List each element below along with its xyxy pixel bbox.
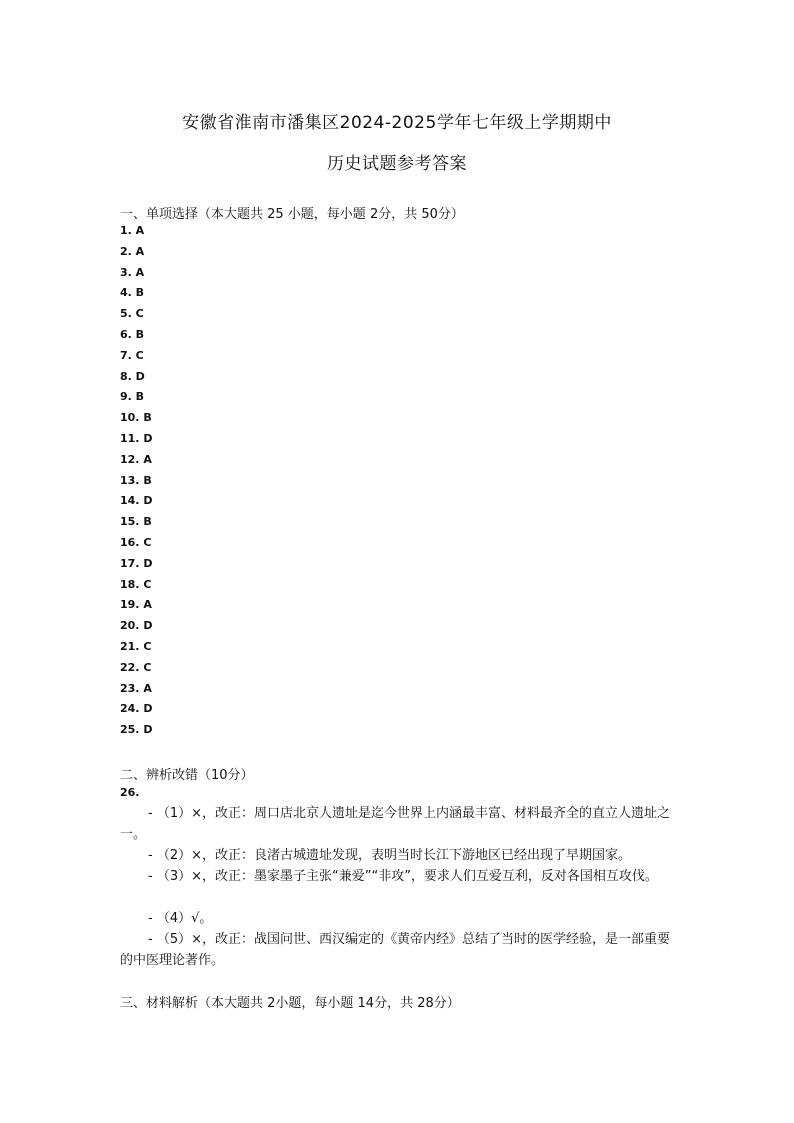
correction-item: - （5）×，改正：战国问世、西汉编定的《黄帝内经》总结了当时的医学经验，是一部重要的中医理论著作。: [120, 932, 670, 968]
answer-item: 14. D: [120, 494, 153, 508]
answer-item: 8. D: [120, 369, 145, 383]
answer-item: 11. D: [120, 431, 153, 445]
answer-item: 13. B: [120, 473, 152, 487]
correction-item: - （1）×，改正：周口店北京人遗址是迄今世界上内涵最丰富、材料最齐全的直立人遗址之一。: [120, 806, 670, 842]
answer-item: 4. B: [120, 286, 145, 300]
answer-item: 25. D: [120, 723, 153, 737]
answer-item: 24. D: [120, 702, 153, 716]
answer-item: 17. D: [120, 556, 153, 570]
answer-item: 2. A: [120, 244, 145, 258]
answer-item: 10. B: [120, 411, 152, 425]
correction-item: - （2）×，改正：良渚古城遗址发现，表明当时长江下游地区已经出现了早期国家。: [148, 848, 631, 863]
answer-item: 7. C: [120, 348, 144, 362]
document-subtitle: 历史试题参考答案: [327, 154, 467, 174]
answer-item: 5. C: [120, 307, 144, 321]
answer-item: 22. C: [120, 660, 152, 674]
answer-item: 21. C: [120, 639, 152, 653]
document-title: 安徽省淮南市潘集区2024-2025学年七年级上学期期中: [182, 113, 612, 133]
section-heading-correction: 二、辨析改错（10分）: [120, 768, 254, 783]
correction-item: - （3）×，改正：墨家墨子主张“兼爱”“非攻”，要求人们互爱互利，反对各国相互攻伐。: [148, 869, 658, 884]
answer-item: 15. B: [120, 515, 152, 529]
answer-item: 23. A: [120, 681, 152, 695]
answer-item: 18. C: [120, 577, 152, 591]
answer-item: 6. B: [120, 327, 145, 341]
answer-item: 1. A: [120, 224, 145, 237]
answer-item: 3. A: [120, 265, 145, 279]
answer-item: 19. A: [120, 598, 152, 612]
correction-item: - （4）√。: [148, 911, 213, 926]
section-heading-multiple-choice: 一、单项选择（本大题共 25 小题，每小题 2分，共 50分）: [120, 207, 464, 222]
answer-item: 12. A: [120, 452, 152, 466]
question-number: 26.: [120, 786, 140, 799]
answer-item: 9. B: [120, 390, 145, 404]
answer-item: 16. C: [120, 535, 152, 549]
section-heading-material-analysis: 三、材料解析（本大题共 2小题，每小题 14分，共 28分）: [120, 996, 460, 1011]
answer-item: 20. D: [120, 619, 153, 633]
answer-list: [120, 224, 152, 744]
